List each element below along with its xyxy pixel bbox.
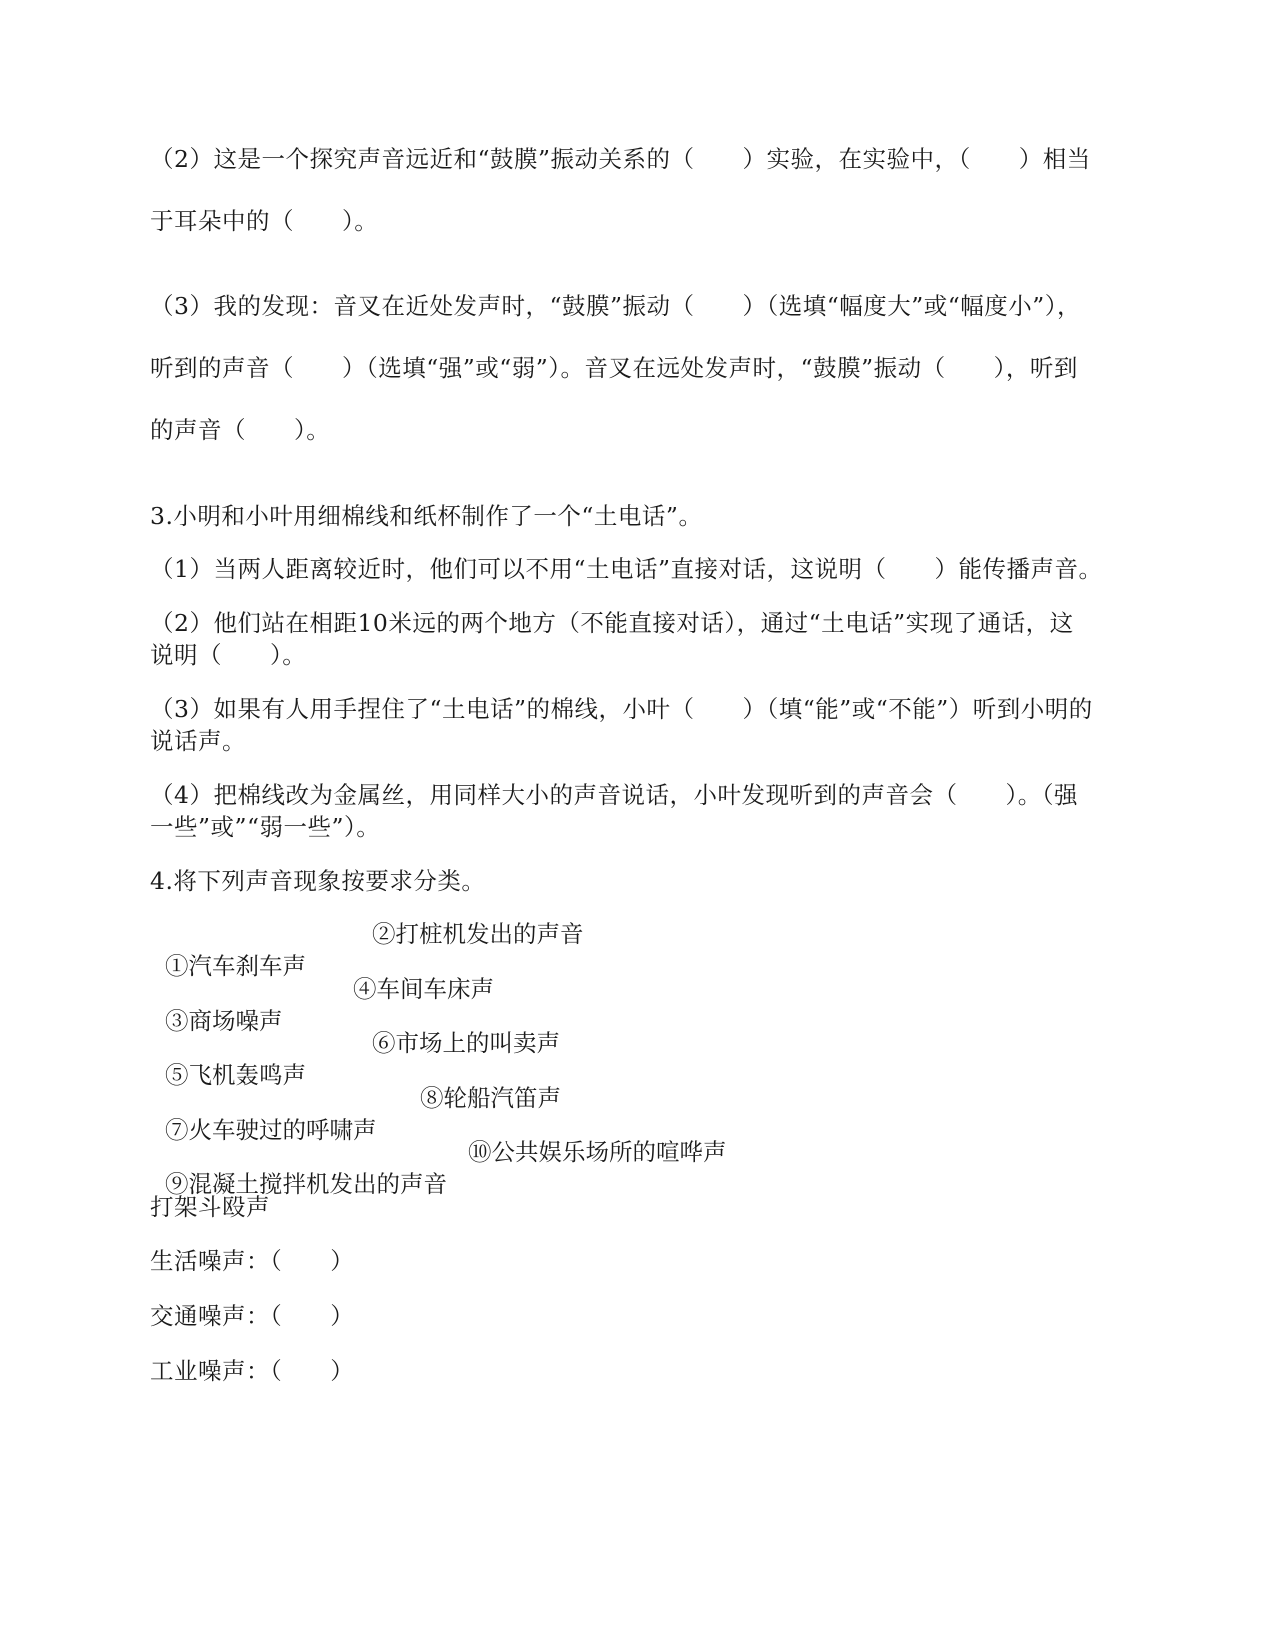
q4-item-8: ⑧轮船汽笛声 — [420, 1084, 561, 1112]
q4-title: 4.将下列声音现象按要求分类。 — [150, 867, 486, 895]
q4-category-life: 生活噪声：（ ） — [150, 1247, 355, 1275]
q3-sub4-line1: （4）把棉线改为金属丝，用同样大小的声音说话，小叶发现听到的声音会（ ）。（强 — [150, 781, 1078, 809]
q4-item-10: ⑩公共娱乐场所的喧哗声 — [468, 1138, 727, 1166]
q4-item-6: ⑥市场上的叫卖声 — [372, 1029, 560, 1057]
q4-item-1: ①汽车刹车声 — [164, 952, 306, 980]
q4-item-7: ⑦火车驶过的呼啸声 — [164, 1116, 377, 1144]
q4-item-4: ④车间车床声 — [353, 975, 494, 1003]
q2-sub2-line2: 于耳朵中的（ ）。 — [150, 207, 379, 235]
q4-item-5: ⑤飞机轰鸣声 — [164, 1061, 306, 1089]
q4-category-traffic: 交通噪声：（ ） — [150, 1302, 355, 1330]
q2-sub3-line1: （3）我的发现：音叉在近处发声时，“鼓膜”振动（ ）（选填“幅度大”或“幅度小”）， — [150, 292, 1082, 320]
q4-item-9: ⑨混凝土搅拌机发出的声音 — [164, 1170, 447, 1198]
q3-sub4-line2: 一些”或”“弱一些”）。 — [150, 813, 381, 841]
q4-item-11: 打架斗殴声 — [150, 1193, 270, 1221]
q2-sub2-line1: （2）这是一个探究声音远近和“鼓膜”振动关系的（ ）实验，在实验中，（ ）相当 — [150, 145, 1091, 173]
q4-category-industry: 工业噪声：（ ） — [150, 1357, 355, 1385]
q3-sub2-line2: 说明（ ）。 — [150, 641, 307, 669]
q3-sub1: （1）当两人距离较近时，他们可以不用“土电话”直接对话，这说明（ ）能传播声音。 — [150, 555, 1103, 583]
q2-sub3-line2: 听到的声音（ ）（选填“强”或“弱”）。音叉在远处发声时，“鼓膜”振动（ ），听到 — [150, 354, 1078, 382]
q3-sub3-line2: 说话声。 — [150, 727, 246, 755]
q2-sub3-line3: 的声音（ ）。 — [150, 416, 331, 444]
q3-title: 3.小明和小叶用细棉线和纸杯制作了一个“土电话”。 — [150, 502, 703, 530]
q3-sub3-line1: （3）如果有人用手捏住了“土电话”的棉线，小叶（ ）（填“能”或“不能”）听到小明的 — [150, 695, 1093, 723]
q3-sub2-line1: （2）他们站在相距10米远的两个地方（不能直接对话），通过“土电话”实现了通话，这 — [150, 609, 1074, 637]
q4-item-2: ②打桩机发出的声音 — [372, 920, 584, 948]
q4-item-3: ③商场噪声 — [164, 1007, 283, 1035]
